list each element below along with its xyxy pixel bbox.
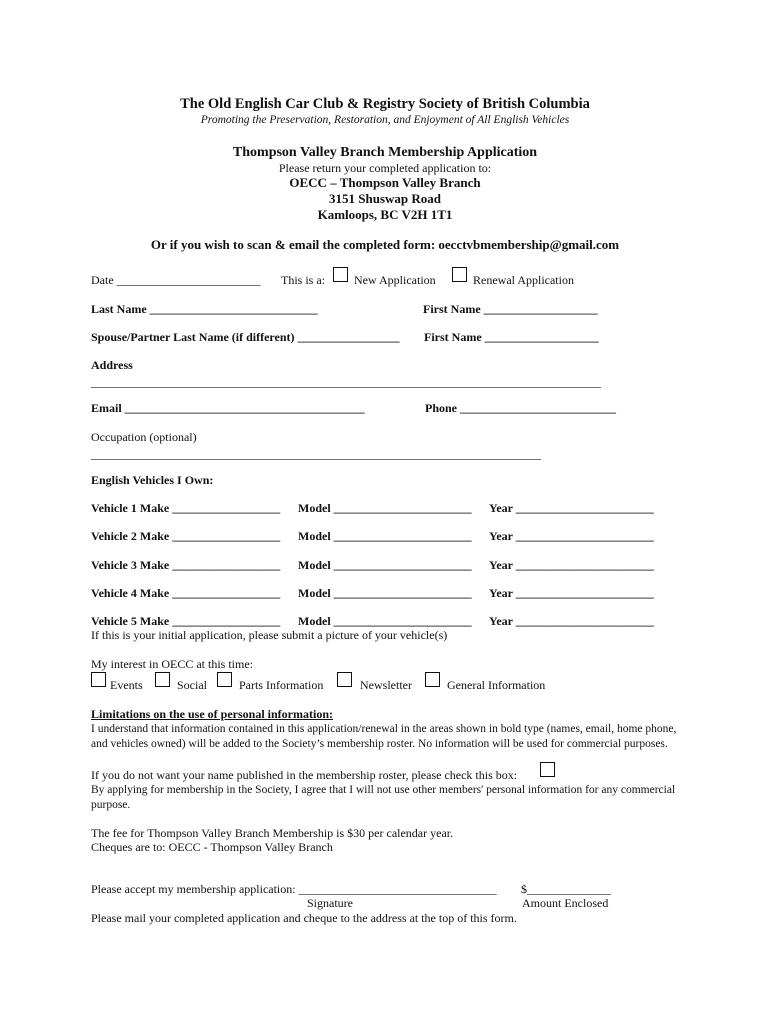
return-address-line1: OECC – Thompson Valley Branch — [289, 175, 481, 190]
club-title: The Old English Car Club & Registry Society of British Columbia — [180, 96, 590, 112]
roster-optout-checkbox[interactable] — [540, 762, 555, 777]
club-subtitle: Promoting the Preservation, Restoration, and Enjoyment of All English Vehicles — [200, 114, 570, 126]
amount-enclosed-field[interactable]: $______________ — [521, 882, 611, 896]
general-information-checkbox[interactable] — [425, 672, 440, 687]
vehicle-year-field[interactable]: Year _______________________ — [489, 501, 654, 515]
newsletter-checkbox[interactable] — [337, 672, 352, 687]
address-label: Address — [91, 358, 133, 372]
newsletter-label: Newsletter — [360, 678, 412, 692]
events-checkbox[interactable] — [91, 672, 106, 687]
occupation-label: Occupation (optional) — [91, 430, 197, 444]
vehicle-model-field[interactable]: Model _______________________ — [298, 529, 472, 543]
new-application-checkbox[interactable] — [333, 267, 348, 282]
spouse-last-name-field[interactable]: Spouse/Partner Last Name (if different) _________________ — [91, 330, 400, 344]
occupation-field[interactable]: ___________________________________________________________________________ — [91, 447, 541, 461]
phone-field[interactable]: Phone __________________________ — [425, 401, 617, 415]
vehicle-make-field[interactable]: Vehicle 5 Make __________________ — [91, 614, 281, 628]
vehicle-year-field[interactable]: Year _______________________ — [489, 558, 654, 572]
renewal-application-label: Renewal Application — [473, 273, 574, 287]
address-field[interactable]: _____________________________________________________________________________________ — [91, 375, 601, 389]
email-instruction: Or if you wish to scan & email the completed form: oecctvbmembership@gmail.com — [150, 237, 620, 252]
mail-instruction: Please mail your completed application and cheque to the address at the top of this form. — [91, 911, 517, 925]
general-information-label: General Information — [447, 678, 546, 692]
date-field[interactable]: Date ________________________ — [91, 273, 261, 287]
events-label: Events — [110, 678, 143, 692]
first-name-field[interactable]: First Name ___________________ — [423, 302, 598, 316]
return-address-line3: Kamloops, BC V2H 1T1 — [317, 207, 453, 222]
email-field[interactable]: Email ________________________________________ — [91, 401, 365, 415]
interest-label: My interest in OECC at this time: — [91, 657, 253, 671]
vehicle-picture-note: If this is your initial application, please submit a picture of your vehicle(s) — [91, 628, 448, 642]
vehicles-heading: English Vehicles I Own: — [91, 473, 214, 487]
vehicle-model-field[interactable]: Model _______________________ — [298, 558, 472, 572]
spouse-first-name-field[interactable]: First Name ___________________ — [424, 330, 599, 344]
return-instruction: Please return your completed application to: — [278, 161, 492, 175]
vehicle-model-field[interactable]: Model _______________________ — [298, 586, 472, 600]
vehicle-model-field[interactable]: Model _______________________ — [298, 501, 472, 515]
amount-enclosed-label: Amount Enclosed — [522, 896, 609, 910]
parts-information-checkbox[interactable] — [217, 672, 232, 687]
social-label: Social — [177, 678, 207, 692]
new-application-label: New Application — [354, 273, 436, 287]
limitations-heading: Limitations on the use of personal information: — [91, 707, 334, 721]
vehicle-make-field[interactable]: Vehicle 2 Make __________________ — [91, 529, 281, 543]
limitations-paragraph: I understand that information contained in this application/renewal in the areas shown in bold type (names, email, home phone, and vehicles owned) will be added to the Society’s membership roster. No information will be used for commercial purposes. — [91, 723, 677, 750]
vehicle-model-field[interactable]: Model _______________________ — [298, 614, 472, 628]
social-checkbox[interactable] — [155, 672, 170, 687]
signature-label: Signature — [307, 896, 353, 910]
application-type-label: This is a: — [281, 273, 325, 287]
parts-information-label: Parts Information — [239, 678, 324, 692]
roster-optout-text: If you do not want your name published in the membership roster, please check this box: — [91, 768, 518, 782]
renewal-application-checkbox[interactable] — [452, 267, 467, 282]
agreement-paragraph: By applying for membership in the Society, I agree that I will not use other members' personal information for any commercial purpose. — [91, 784, 676, 811]
vehicle-make-field[interactable]: Vehicle 1 Make __________________ — [91, 501, 281, 515]
vehicle-year-field[interactable]: Year _______________________ — [489, 529, 654, 543]
return-address-line2: 3151 Shuswap Road — [329, 191, 441, 206]
vehicle-year-field[interactable]: Year _______________________ — [489, 614, 654, 628]
last-name-field[interactable]: Last Name ____________________________ — [91, 302, 318, 316]
fee-text: The fee for Thompson Valley Branch Membership is $30 per calendar year. — [91, 826, 454, 840]
vehicle-year-field[interactable]: Year _______________________ — [489, 586, 654, 600]
signature-field[interactable]: Please accept my membership application: _________________________________ — [91, 882, 497, 896]
application-title: Thompson Valley Branch Membership Application — [232, 145, 538, 160]
vehicle-make-field[interactable]: Vehicle 3 Make __________________ — [91, 558, 281, 572]
cheque-payee-text: Cheques are to: OECC - Thompson Valley Branch — [91, 840, 333, 854]
vehicle-make-field[interactable]: Vehicle 4 Make __________________ — [91, 586, 281, 600]
